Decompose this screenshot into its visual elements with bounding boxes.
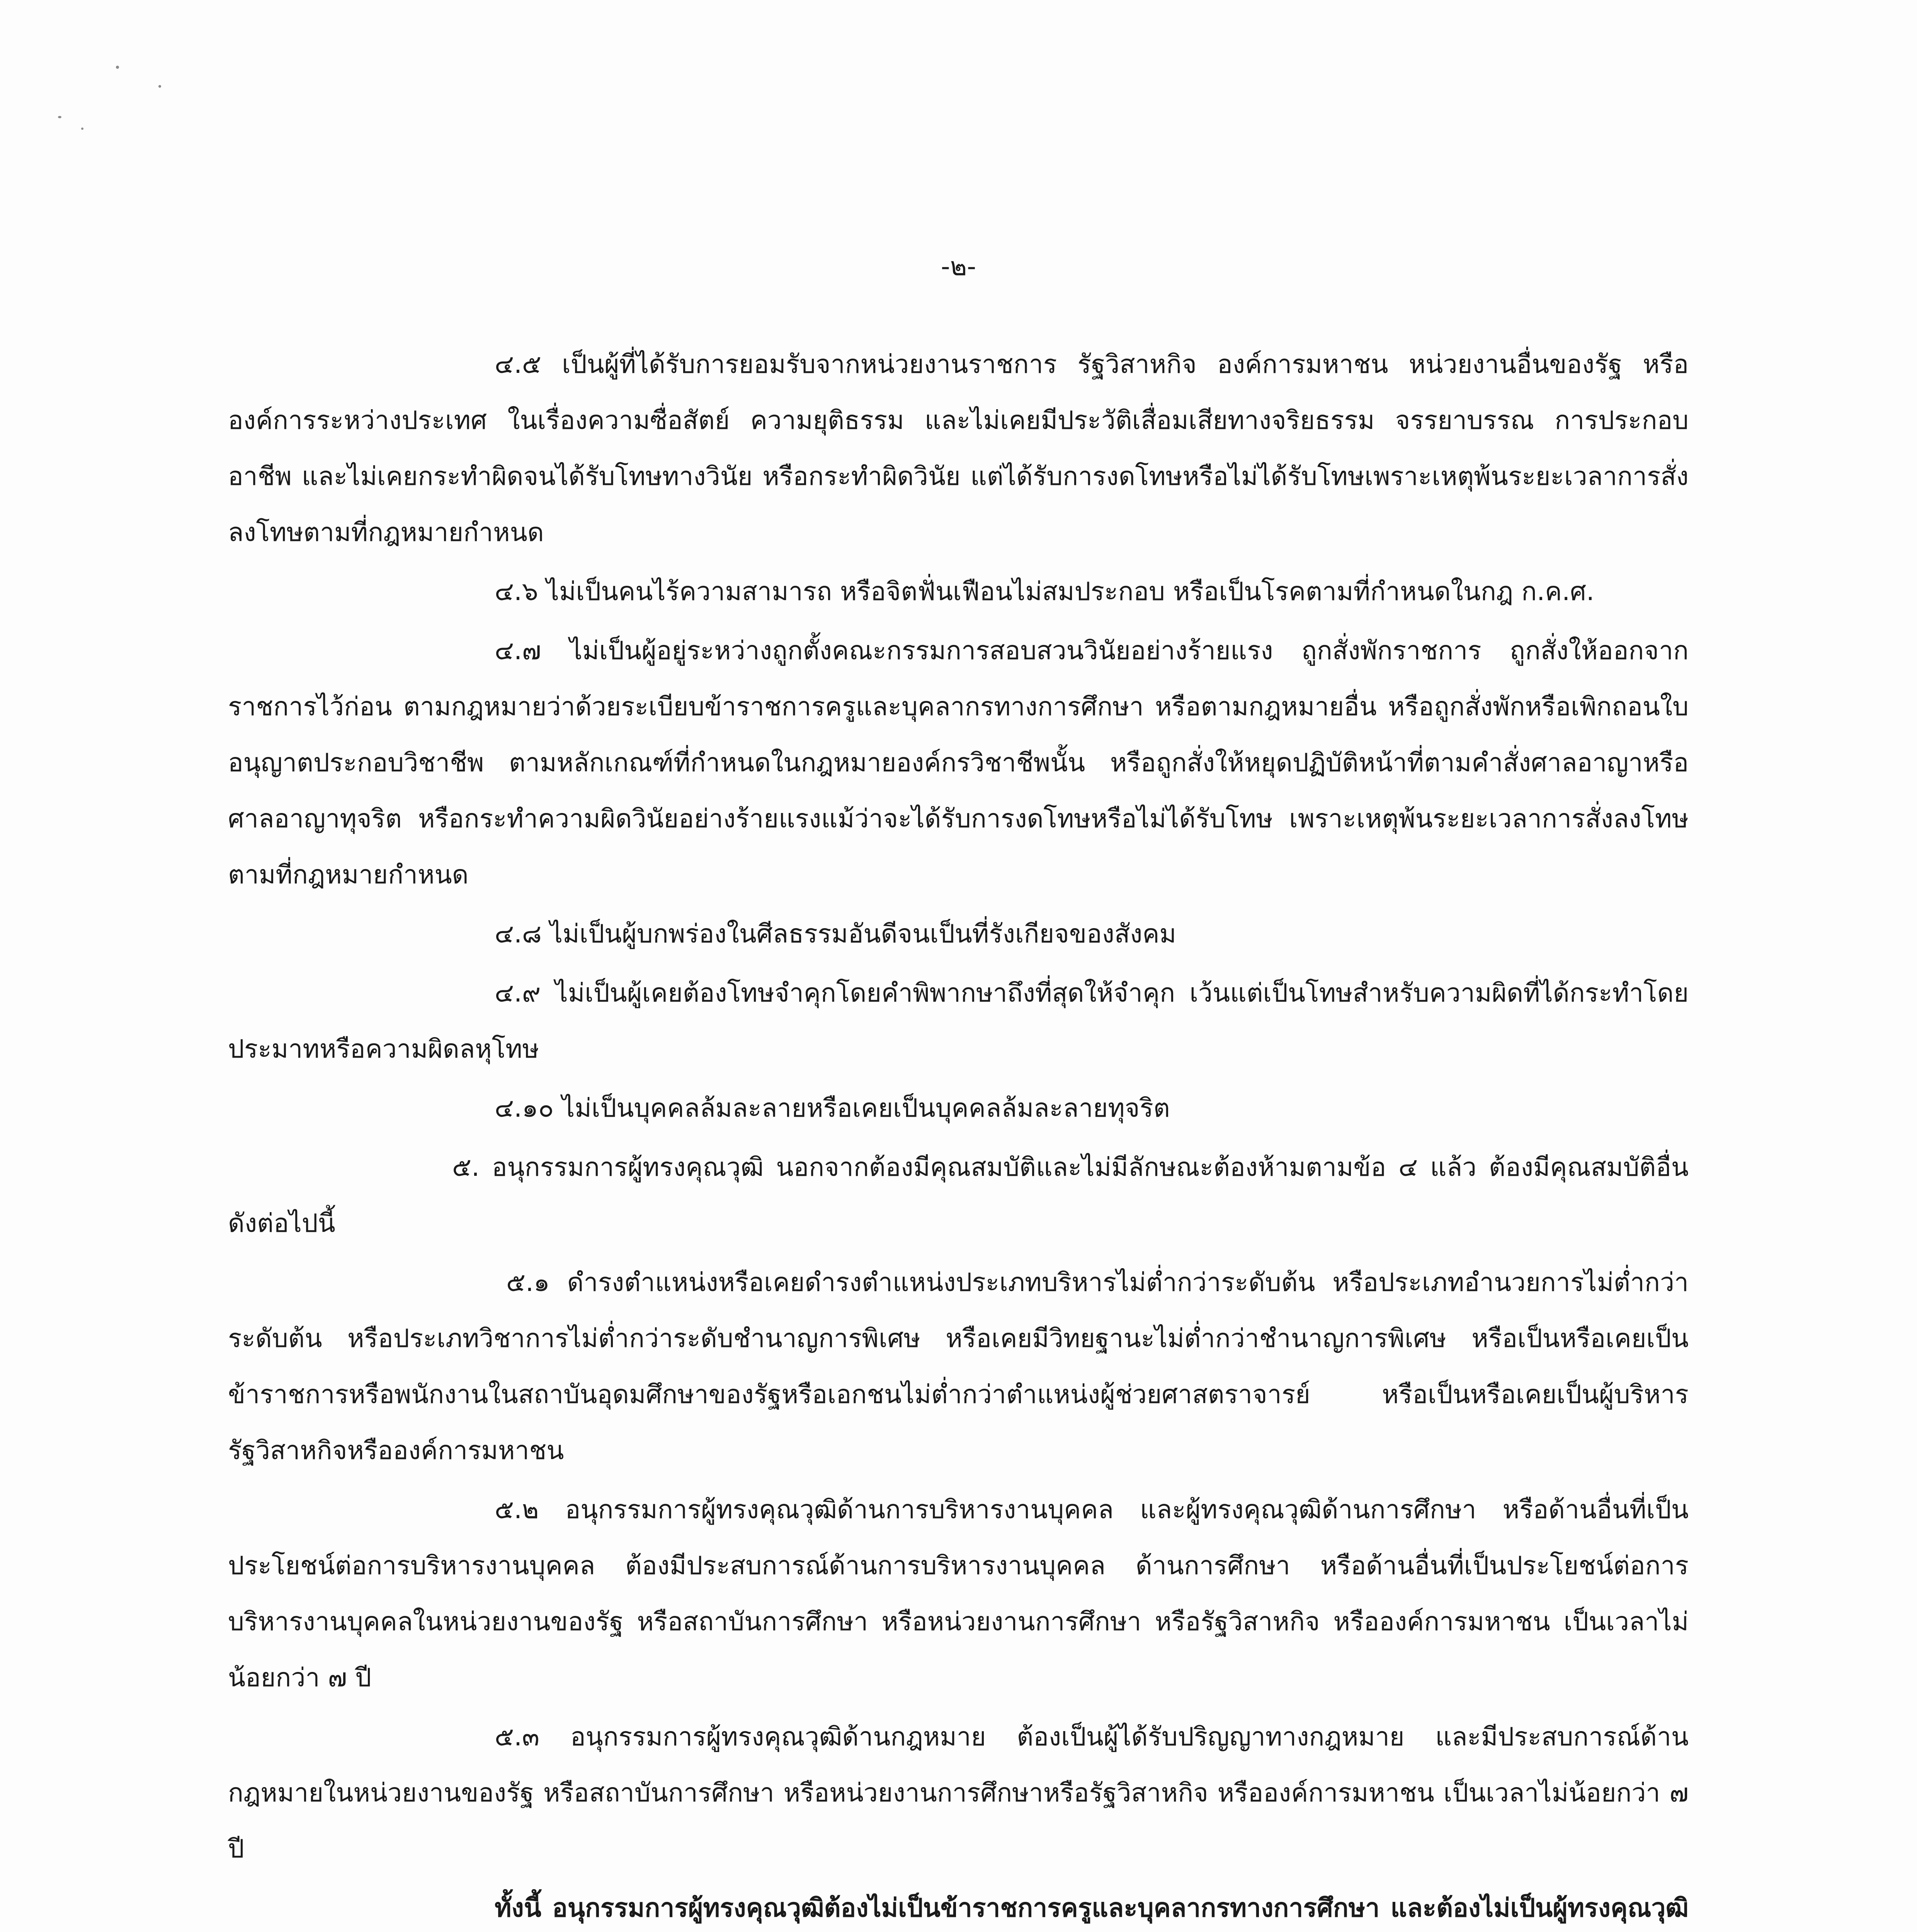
clause-4-5: ๔.๕ เป็นผู้ที่ได้รับการยอมรับจากหน่วยงานราชการ รัฐวิสาหกิจ องค์การมหาชน หน่วยงานอื่นของรัฐ หรือองค์การระหว่างประเทศ ในเรื่องความซื่อสัตย์ ความยุติธรรม และไม่เคยมีประวัติเสื่อมเสียทางจริยธรรม จรรยาบรรณ การประกอบอาชีพ และไม่เคยกระทำผิดจนได้รับโทษทางวินัย หรือกระทำผิดวินัย แต่ได้รับการงดโทษหรือไม่ได้รับโทษเพราะเหตุพ้นระยะเวลาการสั่งลงโทษตามที่กฎหมายกำหนด	[228, 349, 1689, 547]
clause-5-1: ๕.๑ ดำรงตำแหน่งหรือเคยดำรงตำแหน่งประเภทบริหารไม่ต่ำกว่าระดับต้น หรือประเภทอำนวยการไม่ต่ำกว่าระดับต้น หรือประเภทวิชาการไม่ต่ำกว่าระดับชำนาญการพิเศษ หรือเคยมีวิทยฐานะไม่ต่ำกว่าชำนาญการพิเศษ หรือเป็นหรือเคยเป็นข้าราชการหรือพนักงานในสถาบันอุดมศึกษาของรัฐหรือเอกชนไม่ต่ำกว่าตำแหน่งผู้ช่วยศาสตราจารย์ หรือเป็นหรือเคยเป็นผู้บริหารรัฐวิสาหกิจหรือองค์การมหาชน	[228, 1267, 1689, 1465]
clause-4-9: ๔.๙ ไม่เป็นผู้เคยต้องโทษจำคุกโดยคำพิพากษาถึงที่สุดให้จำคุก เว้นแต่เป็นโทษสำหรับความผิดที่ได้กระทำโดยประมาทหรือความผิดลหุโทษ	[228, 978, 1689, 1064]
scan-speck	[158, 85, 161, 88]
scan-speck	[58, 116, 61, 118]
document-body	[228, 336, 1689, 1932]
bold-note: ทั้งนี้ อนุกรรมการผู้ทรงคุณวุฒิต้องไม่เป็นข้าราชการครูและบุคลากรทางการศึกษา และต้องไม่เป็นผู้ทรงคุณวุฒิ	[495, 1893, 1689, 1923]
clause-4-8: ๔.๘ ไม่เป็นผู้บกพร่องในศีลธรรมอันดีจนเป็นที่รังเกียจของสังคม	[495, 919, 1176, 949]
clause-4-10: ๔.๑๐ ไม่เป็นบุคคลล้มละลายหรือเคยเป็นบุคคลล้มละลายทุจริต	[495, 1093, 1170, 1123]
clause-4-7: ๔.๗ ไม่เป็นผู้อยู่ระหว่างถูกตั้งคณะกรรมการสอบสวนวินัยอย่างร้ายแรง ถูกสั่งพักราชการ ถูกสั่งให้ออกจากราชการไว้ก่อน ตามกฎหมายว่าด้วยระเบียบข้าราชการครูและบุคลากรทางการศึกษา หรือตามกฎหมายอื่น หรือถูกสั่งพักหรือเพิกถอนใบอนุญาตประกอบวิชาชีพ ตามหลักเกณฑ์ที่กำหนดในกฎหมายองค์กรวิชาชีพนั้น หรือถูกสั่งให้หยุดปฏิบัติหน้าที่ตามคำสั่งศาลอาญาหรือศาลอาญาทุจริต หรือกระทำความผิดวินัยอย่างร้ายแรงแม้ว่าจะได้รับการงดโทษหรือไม่ได้รับโทษ เพราะเหตุพ้นระยะเวลาการสั่งลงโทษตามที่กฎหมายกำหนด	[228, 636, 1689, 889]
clause-4-6: ๔.๖ ไม่เป็นคนไร้ความสามารถ หรือจิตฟั่นเฟือนไม่สมประกอบ หรือเป็นโรคตามที่กำหนดในกฎ ก.ค.ศ.	[495, 577, 1595, 606]
scan-speck	[81, 128, 83, 130]
clause-5: ๕. อนุกรรมการผู้ทรงคุณวุฒิ นอกจากต้องมีคุณสมบัติและไม่มีลักษณะต้องห้ามตามข้อ ๔ แล้ว ต้องมีคุณสมบัติอื่น ดังต่อไปนี้	[228, 1152, 1689, 1238]
clause-5-2: ๕.๒ อนุกรรมการผู้ทรงคุณวุฒิด้านการบริหารงานบุคคล และผู้ทรงคุณวุฒิด้านการศึกษา หรือด้านอื่นที่เป็นประโยชน์ต่อการบริหารงานบุคคล ต้องมีประสบการณ์ด้านการบริหารงานบุคคล ด้านการศึกษา หรือด้านอื่นที่เป็นประโยชน์ต่อการบริหารงานบุคคลในหน่วยงานของรัฐ หรือสถาบันการศึกษา หรือหน่วยงานการศึกษา หรือรัฐวิสาหกิจ หรือองค์การมหาชน เป็นเวลาไม่น้อยกว่า ๗ ปี	[228, 1495, 1689, 1692]
scan-speck	[116, 66, 119, 69]
page-number: -๒-	[941, 252, 976, 281]
clause-5-3: ๕.๓ อนุกรรมการผู้ทรงคุณวุฒิด้านกฎหมาย ต้องเป็นผู้ได้รับปริญญาทางกฎหมาย และมีประสบการณ์ด้านกฎหมายในหน่วยงานของรัฐ หรือสถาบันการศึกษา หรือหน่วยงานการศึกษาหรือรัฐวิสาหกิจ หรือองค์การมหาชน เป็นเวลาไม่น้อยกว่า ๗ ปี	[228, 1722, 1689, 1864]
